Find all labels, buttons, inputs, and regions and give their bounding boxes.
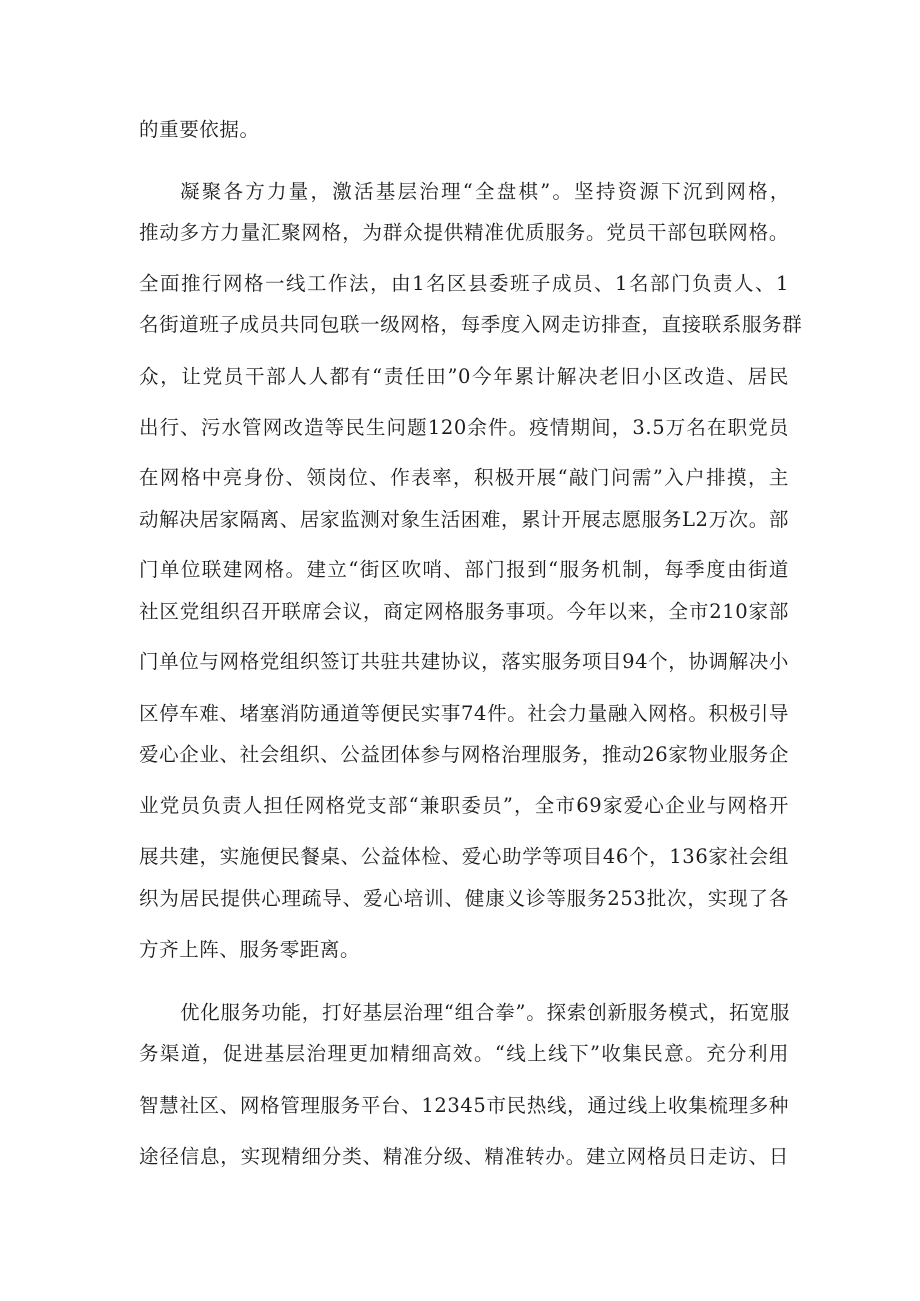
text-line: 在网格中亮身份、领岗位、作表率，积极开展“敲门问需”入户排摸，主 <box>139 466 789 489</box>
text-line: 的重要依据。 <box>139 118 260 141</box>
paragraph-start-line: 优化服务功能，打好基层治理“组合拳”。探索创新服务模式，拓宽服 <box>180 1001 790 1024</box>
text-line: 门单位与网格党组织签订共驻共建协议，落实服务项目94个，协调解决小 <box>139 650 789 673</box>
text-line: 门单位联建网格。建立“街区吹哨、部门报到“服务机制，每季度由街道 <box>139 558 789 581</box>
text-line: 众，让党员干部人人都有“责任田”0今年累计解决老旧小区改造、居民 <box>139 365 789 388</box>
text-line: 爱心企业、社会组织、公益团体参与网格治理服务，推动26家物业服务企 <box>139 743 789 766</box>
text-line: 织为居民提供心理疏导、爱心培训、健康义诊等服务253批次，实现了各 <box>139 887 789 910</box>
text-line: 出行、污水管网改造等民生问题120余件。疫情期间，3.5万名在职党员 <box>139 416 789 439</box>
text-line: 途径信息，实现精细分类、精准分级、精准转办。建立网格员日走访、日 <box>139 1145 789 1168</box>
text-line: 方齐上阵、服务零距离。 <box>139 938 361 961</box>
text-line: 全面推行网格一线工作法，由1名区县委班子成员、1名部门负责人、1 <box>139 272 789 295</box>
text-line: 社区党组织召开联席会议，商定网格服务事项。今年以来，全市210家部 <box>139 600 789 623</box>
text-line: 业党员负责人担任网格党支部“兼职委员”，全市69家爱心企业与网格开 <box>139 794 789 817</box>
paragraph-start-line: 凝聚各方力量，激活基层治理“全盘棋”。坚持资源下沉到网格， <box>180 180 790 203</box>
text-line: 名街道班子成员共同包联一级网格，每季度入网走访排查，直接联系服务群 <box>139 313 803 336</box>
text-line: 务渠道，促进基层治理更加精细高效。“线上线下”收集民意。充分利用 <box>139 1042 789 1065</box>
text-line: 区停车难、堵塞消防通道等便民实事74件。社会力量融入网格。积极引导 <box>139 702 789 725</box>
text-line: 展共建，实施便民餐桌、公益体检、爱心助学等项目46个，136家社会组 <box>139 845 789 868</box>
text-line: 推动多方力量汇聚网格，为群众提供精准优质服务。党员干部包联网格。 <box>139 221 789 244</box>
text-line: 动解决居家隔离、居家监测对象生活困难，累计开展志愿服务L2万次。部 <box>139 508 789 531</box>
text-line: 智慧社区、网格管理服务平台、12345市民热线，通过线上收集梳理多种 <box>139 1094 789 1117</box>
